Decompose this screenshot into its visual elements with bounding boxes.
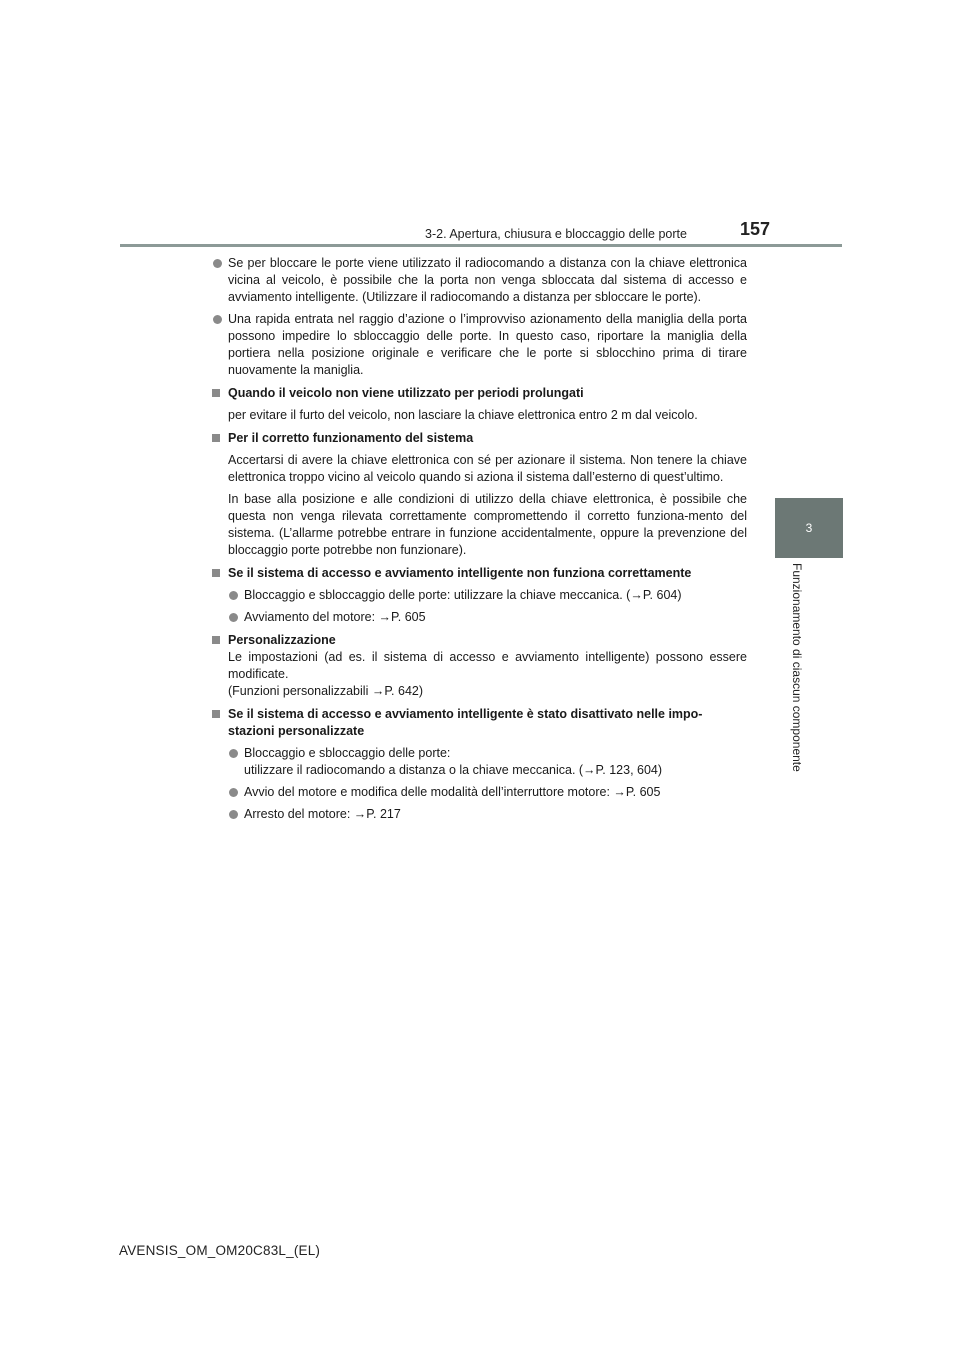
list-item [228,745,747,779]
paragraph: Accertarsi di avere la chiave elettronica con sé per azionare il sistema. Non tenere la chiave elettronica troppo vicino al veicolo quando si aziona il sistema dall’esterno di quest’ultimo. [228,453,747,484]
chapter-tab-number: 3 [775,498,843,558]
list-item: Bloccaggio e sbloccaggio delle porte: utilizzare la chiave meccanica. (→P. 604) [228,587,747,604]
section-heading: Personalizzazione [212,632,747,649]
document-code: AVENSIS_OM_OM20C83L_(EL) [119,1243,321,1258]
paragraph-line: Le impostazioni (ad es. il sistema di accesso e avviamento intelligente) possono essere modificate. [228,650,747,681]
paragraph-line: (Funzioni personalizzabili →P. 642) [228,684,424,698]
section-heading: Per il corretto funzionamento del sistema [212,430,747,447]
section-heading: Quando il veicolo non viene utilizzato per periodi prolungati [212,385,747,402]
list-item: Arresto del motore: →P. 217 [228,806,747,823]
section-heading: Se il sistema di accesso e avviamento intelligente non funziona correttamente [212,565,747,582]
list-item: Se per bloccare le porte viene utilizzato il radiocomando a distanza con la chiave elettronica vicina al veicolo, è possibile che la porta non venga sbloccata dal sistema di accesso e avviamento intelligente. (Utilizzare il radiocomando a distanza per sbloccare le porte). [212,255,747,306]
bullet-list [212,745,747,823]
list-item: Avvio del motore e modifica delle modalità dell’interruttore motore: →P. 605 [228,784,747,801]
paragraph: per evitare il furto del veicolo, non lasciare la chiave elettronica entro 2 m dal veicolo. [228,408,698,422]
page-number: 157 [740,219,771,239]
page-content [212,250,747,823]
paragraph: In base alla posizione e alle condizioni di utilizzo della chiave elettronica, è possibile che questa non venga rilevata correttamente compromettendo il corretto funziona-mento del sistema. (L’allarme potrebbe entrare in funzione accidentalmente, oppure la prevenzione del bloccaggio porte potrebbe non funzionare). [228,492,747,557]
list-item-line: Bloccaggio e sbloccaggio delle porte: [244,746,451,760]
list-item: Una rapida entrata nel raggio d’azione o l’improvviso azionamento della maniglia della porta possono impedire lo sbloccaggio delle porte. In questo caso, riportare la maniglia della portiera nella posizione originale e verificare che le porte si sblocchino prima di tirare nuovamente la maniglia. [212,311,747,379]
header-section-title: 3-2. Apertura, chiusura e bloccaggio delle porte [425,227,687,241]
header-divider [120,244,842,247]
bullet-list [212,587,747,626]
chapter-tab-label: Funzionamento di ciascun componente [790,563,804,772]
list-item: Avviamento del motore: →P. 605 [228,609,747,626]
paragraph [212,649,747,700]
list-item-line: utilizzare il radiocomando a distanza o la chiave meccanica. (→P. 123, 604) [244,763,663,777]
section-heading: Se il sistema di accesso e avviamento intelligente è stato disattivato nelle impo-stazioni personalizzate [212,706,747,740]
